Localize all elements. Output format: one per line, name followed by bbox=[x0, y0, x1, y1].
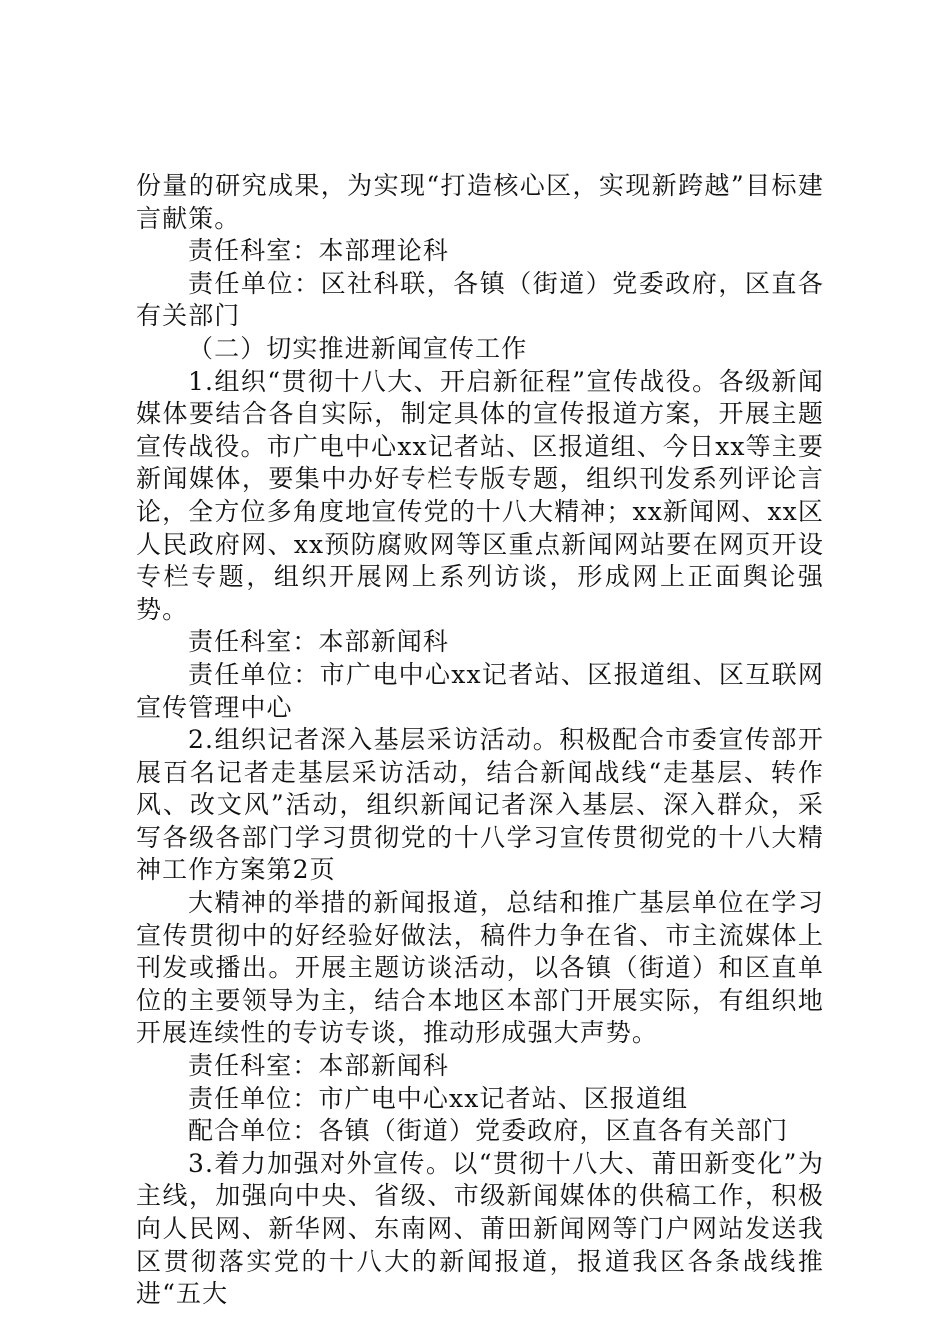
paragraph-item-3: 3.着力加强对外宣传。以“贯彻十八大、莆田新变化”为主线，加强向中央、省级、市级新闻媒体的供稿工作，积极向人民网、新华网、东南网、莆田新闻网等门户网站发送我区贯彻落实党的十八大的新闻报道，报道我区各条战线推进“五大 bbox=[136, 1148, 824, 1309]
paragraph-responsible-office: 责任科室：本部理论科 bbox=[188, 236, 450, 266]
paragraph-continuation: 份量的研究成果，为实现“打造核心区，实现新跨越”目标建言献策。 bbox=[136, 171, 824, 233]
paragraph-responsible-office: 责任科室：本部新闻科 bbox=[188, 1051, 450, 1081]
document-body bbox=[136, 170, 824, 1311]
paragraph-item-2-continued: 大精神的举措的新闻报道，总结和推广基层单位在学习宣传贯彻中的好经验好做法，稿件力争在省、市主流媒体上刊发或播出。开展主题访谈活动，以各镇（街道）和区直单位的主要领导为主，结合本地区本部门开展实际，有组织地开展连续性的专访专谈，推动形成强大声势。 bbox=[136, 888, 824, 1048]
paragraph-responsible-units: 责任单位：市广电中心xx记者站、区报道组、区互联网宣传管理中心 bbox=[136, 659, 824, 722]
paragraph-responsible-units: 责任单位：市广电中心xx记者站、区报道组 bbox=[188, 1083, 689, 1113]
paragraph-cooperating-units: 配合单位：各镇（街道）党委政府，区直各有关部门 bbox=[188, 1116, 789, 1146]
paragraph-item-1: 1.组织“贯彻十八大、开启新征程”宣传战役。各级新闻媒体要结合各自实际，制定具体的宣传报道方案，开展主题宣传战役。市广电中心xx记者站、区报道组、今日xx等主要新闻媒体，要集中办好专栏专版专题，组织刊发系列评论言论，全方位多角度地宣传党的十八大精神；xx新闻网、xx区人民政府网、xx预防腐败网等区重点新闻网站要在网页开设专栏专题，组织开展网上系列访谈，形成网上正面舆论强势。 bbox=[136, 366, 824, 624]
paragraph-item-2: 2.组织记者深入基层采访活动。积极配合市委宣传部开展百名记者走基层采访活动，结合新闻战线“走基层、转作风、改文风”活动，组织新闻记者深入基层、深入群众，采写各级各部门学习贯彻党的十八学习宣传贯彻党的十八大精神工作方案第2页 bbox=[136, 725, 824, 885]
paragraph-responsible-office: 责任科室：本部新闻科 bbox=[188, 627, 450, 657]
paragraph-responsible-units: 责任单位：区社科联，各镇（街道）党委政府，区直各有关部门 bbox=[136, 268, 824, 331]
section-heading: （二）切实推进新闻宣传工作 bbox=[188, 333, 528, 363]
